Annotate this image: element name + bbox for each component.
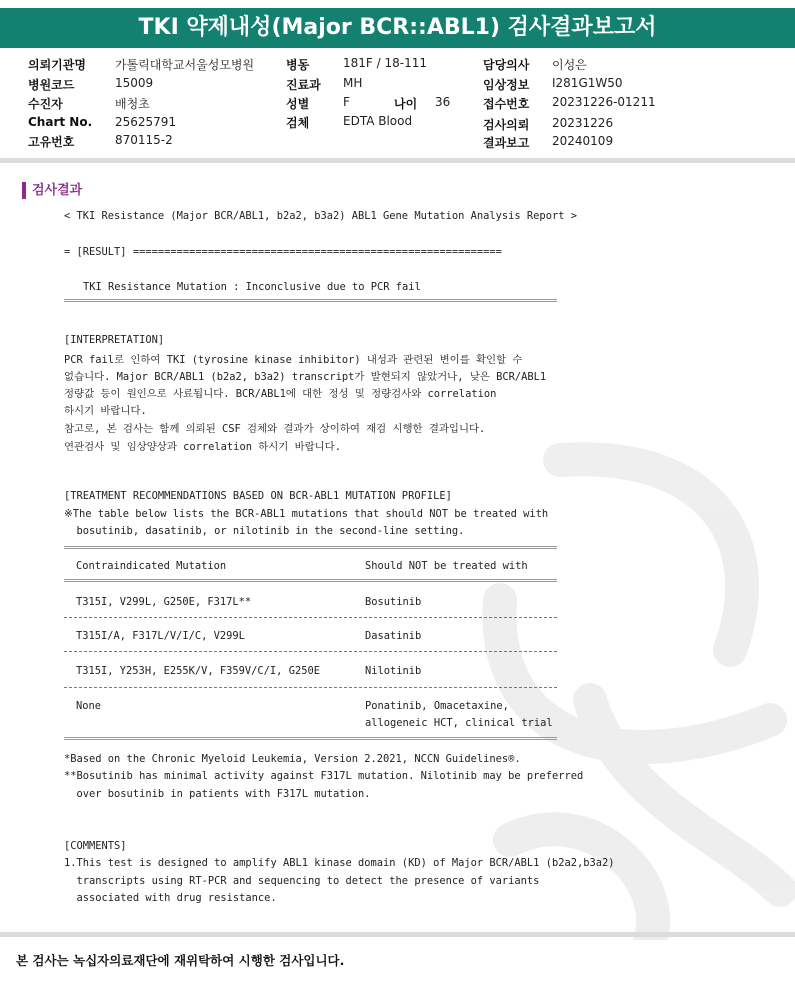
value-receipt-no: 20231226-01211 [552, 95, 656, 109]
value-age: 36 [435, 95, 451, 109]
table-header-rule [64, 579, 557, 582]
label-ward: 병동 [286, 58, 310, 72]
value-test-request-date: 20231226 [552, 116, 614, 130]
label-department: 진료과 [286, 78, 321, 92]
value-sex: F [343, 95, 350, 109]
label-report-date: 결과보고 [483, 136, 530, 150]
table-row-drug: Dasatinib [365, 630, 422, 642]
value-specimen: EDTA Blood [343, 114, 413, 128]
label-chart-no: Chart No. [28, 115, 93, 129]
label-specimen: 검체 [286, 116, 310, 130]
report-heading: < TKI Resistance (Major BCR/ABL1, b2a2, b3a2) ABL1 Gene Mutation Analysis Report > [64, 210, 577, 222]
table-row-drug: Bosutinib [365, 596, 422, 608]
footer-note: 본 검사는 녹십자의료재단에 재위탁하여 시행한 검사입니다. [16, 953, 345, 968]
comment-line: 1.This test is designed to amplify ABL1 kinase domain (KD) of Major BCR/ABL1 (b2a2,b3a2) [64, 857, 615, 869]
table-row-drug: Ponatinib, Omacetaxine, [365, 700, 509, 712]
label-test-request-date: 검사의뢰 [483, 118, 530, 132]
label-sex: 성별 [286, 97, 310, 111]
treatment-note: ※The table below lists the BCR-ABL1 mutations that should NOT be treated with [64, 508, 549, 520]
table-header-drug: Should NOT be treated with [365, 560, 528, 572]
label-patient: 수진자 [28, 97, 63, 111]
value-patient: 배청초 [115, 97, 150, 111]
value-unique-id: 870115-2 [115, 133, 173, 147]
comments-title: [COMMENTS] [64, 840, 127, 852]
table-header-mutation: Contraindicated Mutation [76, 560, 227, 572]
result-line: TKI Resistance Mutation : Inconclusive due to PCR fail [83, 281, 421, 293]
value-hospital-code: 15009 [115, 76, 154, 90]
value-report-date: 20240109 [552, 134, 614, 148]
treatment-title: [TREATMENT RECOMMENDATIONS BASED ON BCR-ABL1 MUTATION PROFILE] [64, 490, 452, 502]
label-hospital-code: 병원코드 [28, 78, 75, 92]
table-row-mutation: None [76, 700, 102, 712]
interpretation-line: 참고로, 본 검사는 함께 의뢰된 CSF 검체와 결과가 상이하여 재검 시행한 결과입니다. [64, 423, 486, 435]
table-bottom-rule [64, 737, 557, 740]
table-row-mutation: T315I, V299L, G250E, F317L** [76, 596, 252, 608]
label-physician: 담당의사 [483, 58, 530, 72]
report-title: TKI 약제내성(Major BCR::ABL1) 검사결과보고서 [0, 8, 795, 48]
table-top-rule [64, 546, 557, 549]
table-row-divider [64, 651, 557, 652]
footer-divider [0, 932, 795, 937]
table-row-mutation: T315I/A, F317L/V/I/C, V299L [76, 630, 245, 642]
interpretation-line: 연관검사 및 임상양상과 correlation 하시기 바랍니다. [64, 441, 341, 453]
footnote: **Bosutinib has minimal activity against F317L mutation. Nilotinib may be preferred [64, 770, 584, 782]
label-receipt-no: 접수번호 [483, 97, 530, 111]
interpretation-line: PCR fail로 인하여 TKI (tyrosine kinase inhibitor) 내성과 관련된 변이를 확인할 수 [64, 354, 523, 366]
label-unique-id: 고유번호 [28, 135, 75, 149]
label-clinical-info: 임상정보 [483, 78, 530, 92]
interpretation-line: 하시기 바랍니다. [64, 405, 147, 417]
table-row-mutation: T315I, Y253H, E255K/V, F359V/C/I, G250E [76, 665, 320, 677]
treatment-note: bosutinib, dasatinib, or nilotinib in the second-line setting. [64, 525, 465, 537]
result-header: = [RESULT] =========================================================== [64, 246, 502, 258]
interpretation-line: 정량값 등이 원인으로 사료됩니다. BCR/ABL1에 대한 정성 및 정량검사와 correlation [64, 388, 497, 400]
footnote: *Based on the Chronic Myeloid Leukemia, Version 2.2021, NCCN Guidelines®. [64, 753, 521, 765]
table-row-divider [64, 617, 557, 618]
comment-line: transcripts using RT-PCR and sequencing to detect the presence of variants [64, 875, 540, 887]
value-requesting-institution: 가톨릭대학교서울성모병원 [115, 58, 255, 72]
section-title-results: 검사결과 [22, 182, 82, 199]
label-age: 나이 [394, 97, 418, 111]
interpretation-title: [INTERPRETATION] [64, 334, 165, 346]
value-clinical-info: I281G1W50 [552, 76, 623, 90]
comment-line: associated with drug resistance. [64, 892, 277, 904]
section-divider [0, 158, 795, 163]
table-row-divider [64, 687, 557, 688]
table-row-drug-continued: allogeneic HCT, clinical trial [365, 717, 553, 729]
table-row-drug: Nilotinib [365, 665, 422, 677]
value-physician: 이성은 [552, 58, 587, 72]
result-rule [64, 299, 557, 302]
value-chart-no: 25625791 [115, 115, 177, 129]
value-department: MH [343, 76, 363, 90]
footnote: over bosutinib in patients with F317L mutation. [64, 788, 371, 800]
label-requesting-institution: 의뢰기관명 [28, 58, 86, 72]
value-ward: 181F / 18-111 [343, 56, 427, 70]
interpretation-line: 없습니다. Major BCR/ABL1 (b2a2, b3a2) transcript가 발현되지 않았거나, 낮은 BCR/ABL1 [64, 371, 547, 383]
